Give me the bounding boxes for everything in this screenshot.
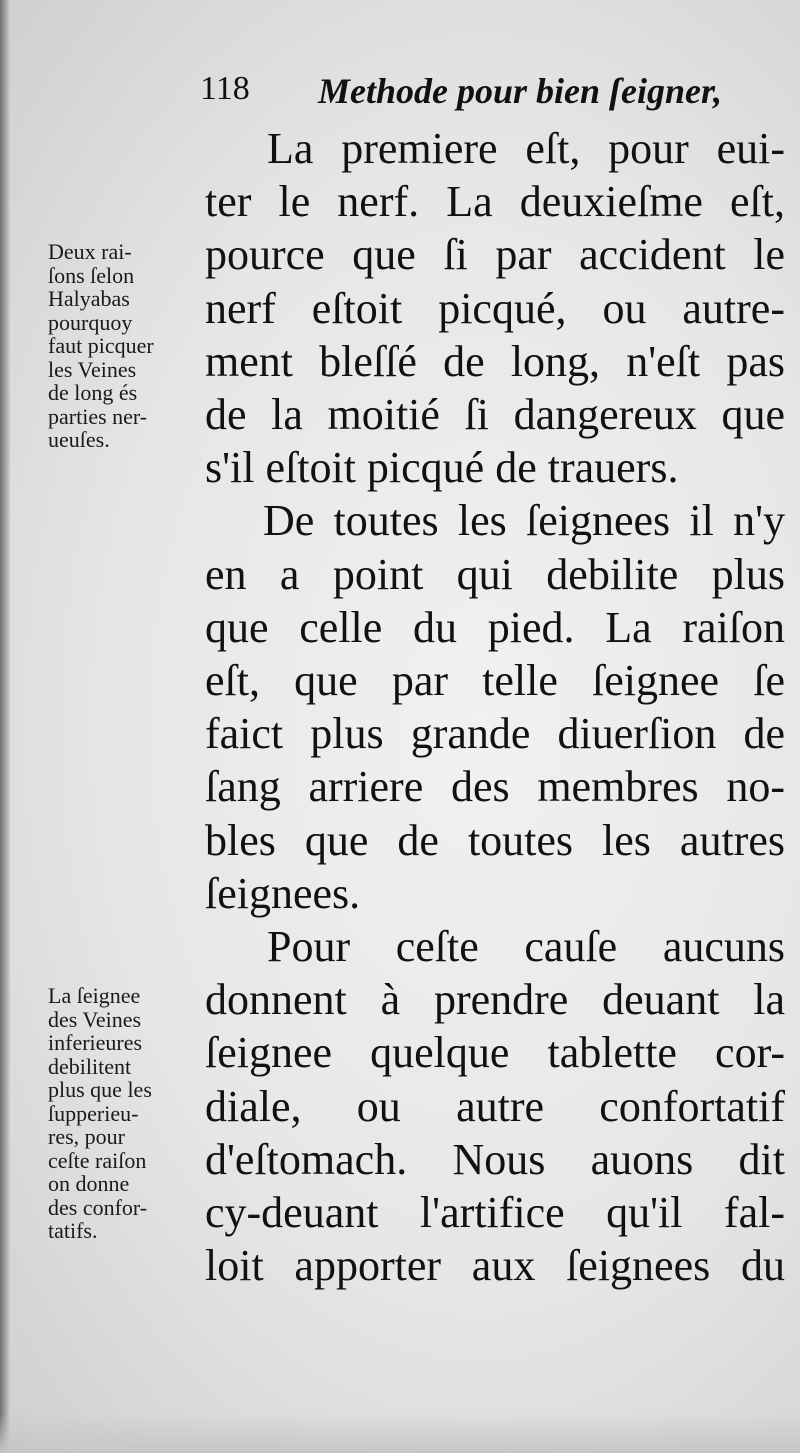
main-text-block — [205, 122, 785, 1292]
text-line: bles que de toutes les autres — [205, 815, 785, 865]
paragraph-2 — [205, 494, 785, 920]
note-line: Halyabas — [48, 286, 130, 311]
text-line: en a point qui debilite plus — [205, 549, 785, 599]
text-line: Pour ceſte cauſe aucuns — [267, 922, 785, 972]
text-line: ment bleſſé de long, n'eſt pas — [205, 336, 785, 386]
paragraph-1 — [205, 122, 785, 494]
text-line: d'eſtomach. Nous auons dit — [205, 1134, 785, 1184]
text-line: loit apporter aux ſeignees du — [205, 1241, 785, 1291]
note-line: res, pour — [48, 1124, 125, 1149]
text-line: diale, ou autre confortatif — [205, 1081, 785, 1131]
page-header — [200, 64, 760, 124]
note-line: Deux rai- — [48, 239, 132, 264]
text-line: ſang arriere des membres no- — [205, 762, 785, 812]
margin-note-1 — [48, 240, 198, 452]
running-title: Methode pour bien ſeigner, — [318, 71, 723, 111]
note-line: des confor- — [48, 1194, 148, 1220]
text-line: faict plus grande diuerſion de — [205, 709, 785, 759]
page-number: 118 — [200, 70, 250, 107]
note-line: tatifs. — [48, 1218, 98, 1243]
note-line: pourquoy — [48, 309, 133, 335]
note-line: ueuſes. — [48, 427, 110, 452]
note-line: La ſeignee — [48, 983, 141, 1008]
note-line: parties ner- — [48, 403, 148, 429]
page-edge-shadow — [0, 0, 10, 1453]
text-line: nerf eſtoit picqué, ou autre- — [205, 283, 785, 333]
margin-note-2 — [48, 984, 198, 1243]
text-line: que celle du pied. La raiſon — [205, 602, 785, 652]
text-line: ſeignee quelque tablette cor- — [205, 1028, 785, 1078]
text-line: De toutes les ſeignees il n'y — [263, 496, 785, 546]
text-line: pource que ſi par accident le — [205, 230, 785, 280]
paragraph-3 — [205, 920, 785, 1292]
note-line: ceſte raiſon — [48, 1147, 147, 1173]
text-line: La premiere eſt, pour eui- — [267, 124, 785, 173]
page-bottom-shadow — [0, 1413, 800, 1453]
note-line: ſupperieu- — [48, 1100, 139, 1126]
text-line: s'il eſtoit picqué de trauers. — [205, 443, 679, 493]
note-line: debilitent — [48, 1053, 132, 1079]
text-line: donnent à prendre deuant la — [205, 975, 785, 1025]
note-line: les Veines — [48, 356, 137, 382]
note-line: faut picquer — [48, 333, 154, 358]
note-line: de long és — [48, 380, 138, 405]
note-line: inferieures — [48, 1030, 143, 1055]
note-line: plus que les — [48, 1077, 152, 1102]
note-line: des Veines — [48, 1006, 142, 1032]
text-line: ter le nerf. La deuxieſme eſt, — [205, 177, 785, 227]
text-line: eſt, que par telle ſeignee ſe — [205, 656, 785, 706]
text-line: de la moitié ſi dangereux que — [205, 390, 785, 440]
text-line: cy-deuant l'artifice qu'il fal- — [205, 1188, 785, 1238]
note-line: ſons ſelon — [48, 262, 135, 288]
text-line: ſeignees. — [205, 868, 361, 918]
note-line: on donne — [48, 1171, 130, 1196]
